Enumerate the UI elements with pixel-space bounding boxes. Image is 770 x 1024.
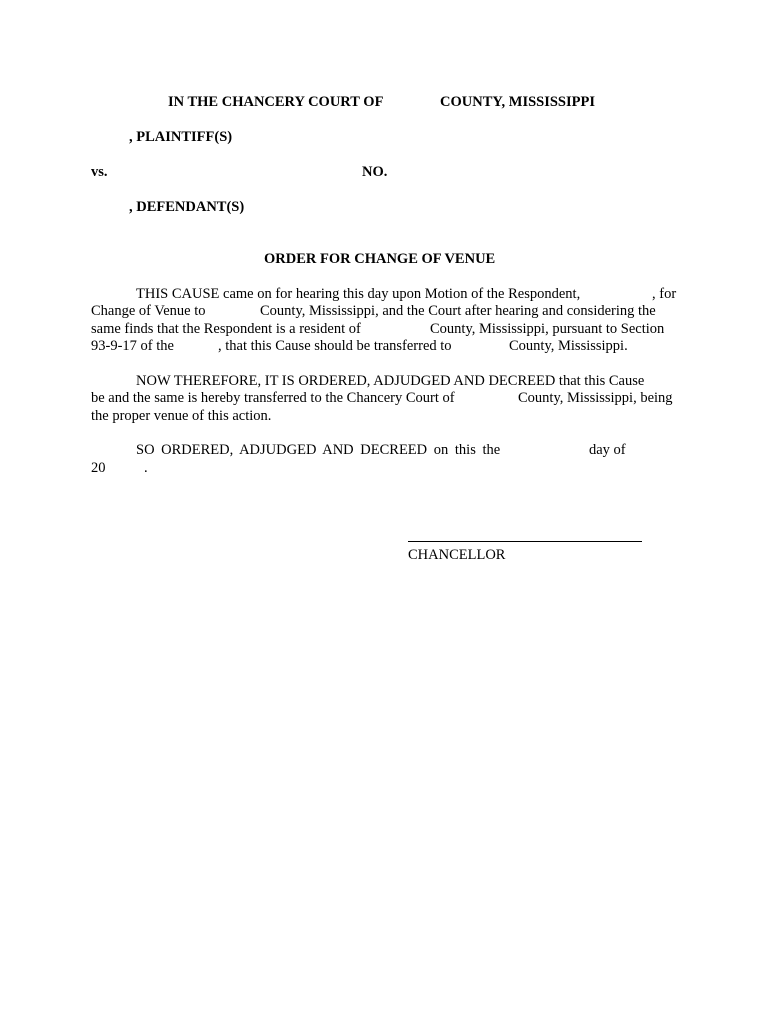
case-number-label: NO. bbox=[362, 164, 388, 180]
order-title: ORDER FOR CHANGE OF VENUE bbox=[264, 251, 496, 267]
para3-line1-end: day of bbox=[589, 442, 626, 458]
para1-line2-start: Change of Venue to bbox=[91, 303, 206, 319]
court-name-left: IN THE CHANCERY COURT OF bbox=[168, 94, 384, 110]
para2-line3: the proper venue of this action. bbox=[91, 408, 272, 424]
court-name-right: COUNTY, MISSISSIPPI bbox=[440, 94, 595, 110]
para2-line1: NOW THEREFORE, IT IS ORDERED, ADJUDGED AND DECREED that this Cause bbox=[136, 373, 645, 389]
para1-line4-start: 93-9-17 of the bbox=[91, 338, 174, 354]
para1-line4-middle: , that this Cause should be transferred to bbox=[218, 338, 452, 354]
defendant-label: , DEFENDANT(S) bbox=[129, 199, 245, 215]
para3-year-prefix: 20 bbox=[91, 460, 106, 476]
para1-line2-end: County, Mississippi, and the Court after hearing and considering the bbox=[260, 303, 656, 319]
chancellor-label: CHANCELLOR bbox=[408, 547, 506, 563]
signature-line bbox=[408, 541, 642, 542]
para1-line4-end: County, Mississippi. bbox=[509, 338, 628, 354]
para1-line3-end: County, Mississippi, pursuant to Section bbox=[430, 321, 665, 337]
para2-line2-start: be and the same is hereby transferred to the Chancery Court of bbox=[91, 390, 455, 406]
para1-line1-end: , for bbox=[652, 286, 677, 302]
versus-label: vs. bbox=[91, 164, 108, 180]
para3-period: . bbox=[144, 460, 148, 476]
para1-line1-start: THIS CAUSE came on for hearing this day upon Motion of the Respondent, bbox=[136, 286, 581, 302]
para3-line1-start: SO ORDERED, ADJUDGED AND DECREED on this the bbox=[136, 442, 501, 458]
para1-line3-start: same finds that the Respondent is a resident of bbox=[91, 321, 361, 337]
plaintiff-label: , PLAINTIFF(S) bbox=[129, 129, 233, 145]
para2-line2-end: County, Mississippi, being bbox=[518, 390, 673, 406]
